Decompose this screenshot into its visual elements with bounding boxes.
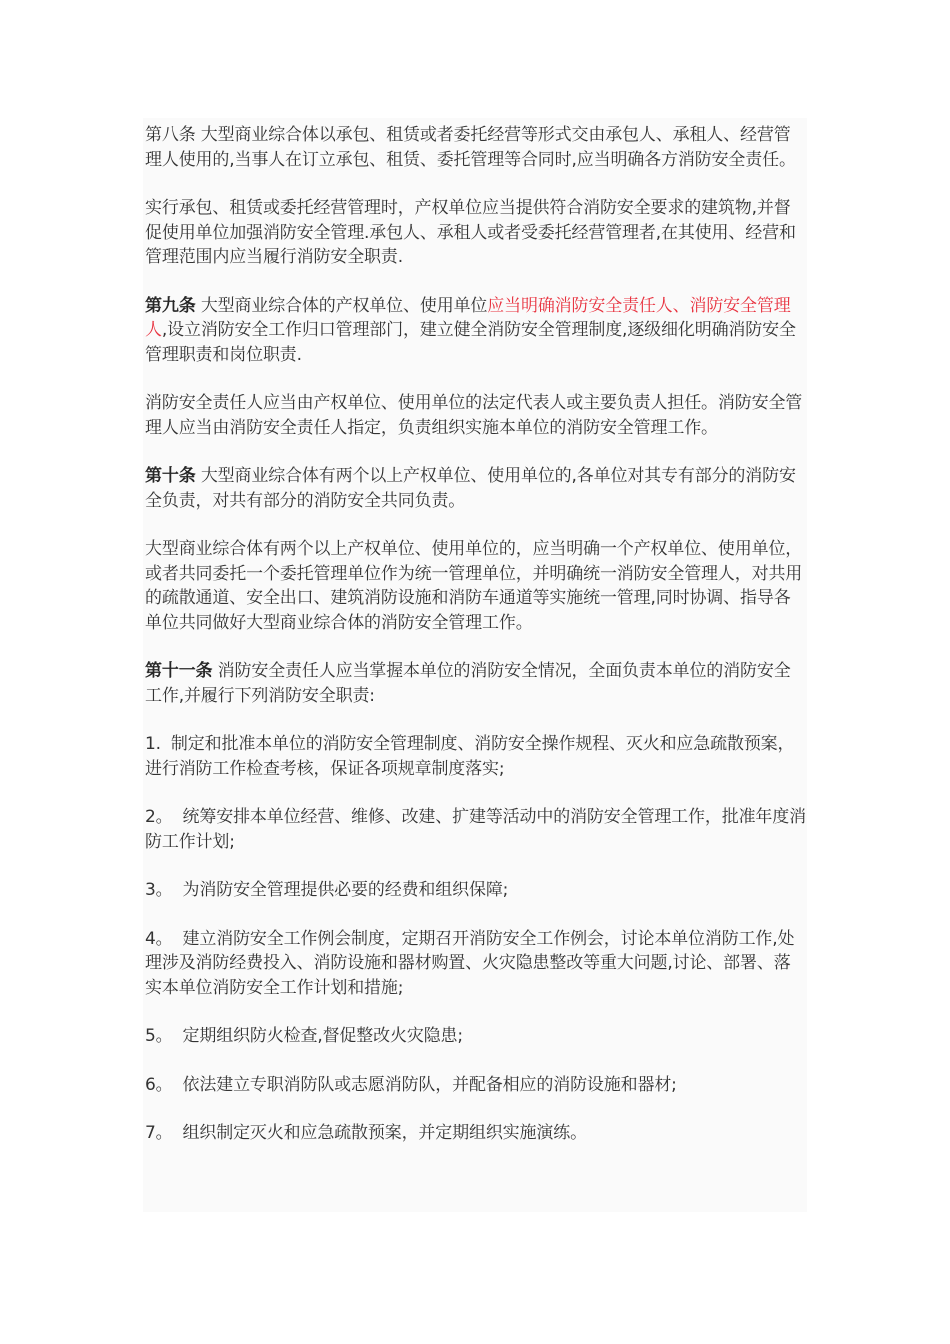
article-9-paragraph-2: 消防安全责任人应当由产权单位、使用单位的法定代表人或主要负责人担任。消防安全管理人应当由消防安全责任人指定，负责组织实施本单位的消防安全管理工作。	[145, 393, 803, 438]
article-10-heading: 第十条	[145, 466, 196, 486]
list-item-number: 7。	[145, 1123, 173, 1143]
list-item-2	[145, 805, 807, 854]
article-8-paragraph-2: 实行承包、租赁或委托经营管理时，产权单位应当提供符合消防安全要求的建筑物,并督促使用单位加强消防安全管理.承包人、承租人或者受委托经营管理者,在其使用、经营和管理范围内应当履行消防安全职责.	[145, 198, 796, 267]
article-9-highlight: 应当明确消防安全责任人、消防安全管理人	[145, 295, 791, 340]
article-9-heading: 第九条	[145, 295, 196, 316]
list-item-text: 制定和批准本单位的消防安全管理制度、消防安全操作规程、灭火和应急疏散预案，进行消防工作检查考核，保证各项规章制度落实;	[145, 734, 795, 779]
list-item-1	[145, 732, 807, 781]
list-item-number: 4。	[145, 928, 173, 949]
document-body	[143, 118, 807, 1212]
article-11-intro	[145, 659, 807, 708]
list-item-number: 6。	[145, 1074, 173, 1095]
article-10-text: 大型商业综合体有两个以上产权单位、使用单位的,各单位对其专有部分的消防安全负责，对共有部分的消防安全共同负责。	[145, 466, 796, 511]
list-item-number: 3。	[145, 880, 173, 900]
list-item-6	[145, 1073, 807, 1098]
list-item-text: 组织制定灭火和应急疏散预案，并定期组织实施演练。	[182, 1123, 587, 1143]
list-item-text: 为消防安全管理提供必要的经费和组织保障;	[182, 880, 509, 900]
article-11-intro-text: 消防安全责任人应当掌握本单位的消防安全情况，全面负责本单位的消防安全工作,并履行下列消防安全职责:	[145, 661, 791, 706]
list-item-number: 2。	[145, 807, 173, 827]
article-9-text-pre: 大型商业综合体的产权单位、使用单位	[195, 295, 488, 316]
article-10-paragraph-2: 大型商业综合体有两个以上产权单位、使用单位的，应当明确一个产权单位、使用单位，或者共同委托一个委托管理单位作为统一管理单位，并明确统一消防安全管理人，对共用的疏散通道、安全出口、建筑消防设施和消防车通道等实施统一管理,同时协调、指导各单位共同做好大型商业综合体的消防安全管理工作。	[145, 539, 803, 633]
list-item-4	[145, 927, 807, 1001]
article-9-paragraph-1	[145, 294, 807, 368]
list-item-number: 5。	[145, 1026, 173, 1046]
list-item-text: 定期组织防火检查,督促整改火灾隐患;	[182, 1026, 463, 1046]
list-item-text: 依法建立专职消防队或志愿消防队，并配备相应的消防设施和器材;	[182, 1074, 677, 1095]
article-11-heading: 第十一条	[145, 661, 213, 681]
list-item-5	[145, 1024, 807, 1049]
article-9-text-post: ,设立消防安全工作归口管理部门，建立健全消防安全管理制度,逐级细化明确消防安全管理职责和岗位职责.	[145, 320, 796, 365]
list-item-7	[145, 1121, 807, 1146]
article-8-paragraph-1: 第八条 大型商业综合体以承包、租赁或者委托经营等形式交由承包人、承租人、经营管理人使用的,当事人在订立承包、租赁、委托管理等合同时,应当明确各方消防安全责任。	[145, 125, 796, 170]
list-item-text: 统筹安排本单位经营、维修、改建、扩建等活动中的消防安全管理工作，批准年度消防工作计划;	[145, 807, 806, 852]
list-item-text: 建立消防安全工作例会制度，定期召开消防安全工作例会，讨论本单位消防工作,处理涉及消防经费投入、消防设施和器材购置、火灾隐患整改等重大问题,讨论、部署、落实本单位消防安全工作计划和措施;	[145, 928, 795, 998]
list-item-3	[145, 878, 807, 903]
list-item-number: 1.	[145, 734, 161, 754]
article-10-paragraph-1	[145, 464, 807, 513]
